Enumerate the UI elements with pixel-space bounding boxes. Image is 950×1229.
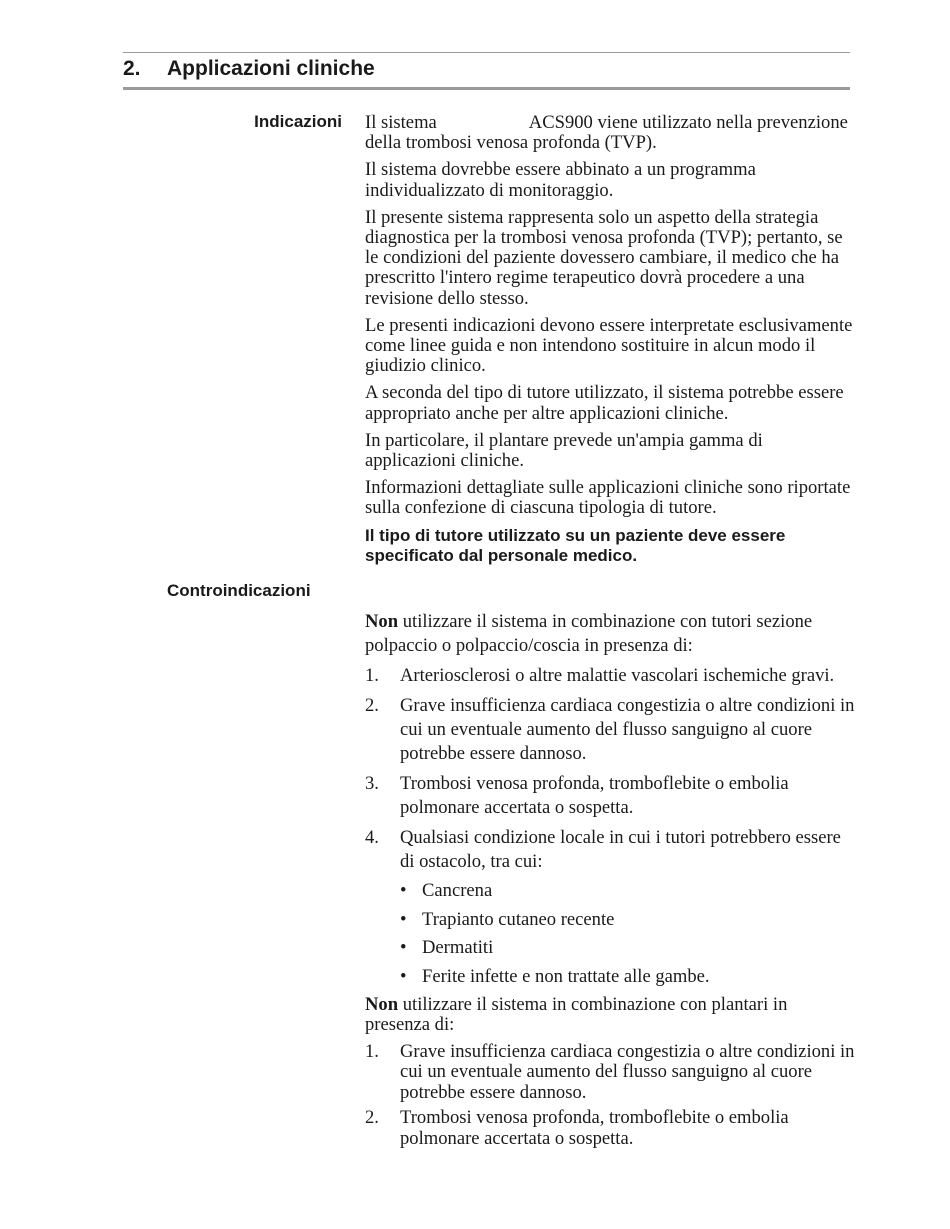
list-number: 1. xyxy=(365,665,379,686)
contraindications-intro xyxy=(365,995,855,1036)
list-item xyxy=(365,826,855,989)
header-rule-bottom xyxy=(123,87,850,90)
list-number: 4. xyxy=(365,827,379,848)
plantar-contraindications xyxy=(365,995,855,1150)
list-text: Grave insufficienza cardiaca congestizia o altre condizioni in cui un eventuale aumento del flusso sanguigno al cuore potrebbe essere dannoso. xyxy=(400,1040,855,1103)
bullet-text: Ferite infette e non trattate alle gambe. xyxy=(422,965,710,987)
bullet-item xyxy=(400,908,855,932)
indications-section xyxy=(365,113,855,573)
intro-text: utilizzare il sistema in combinazione con tutori sezione polpaccio o polpaccio/coscia in presenza di: xyxy=(365,611,813,656)
contraindications-intro xyxy=(365,610,855,658)
list-text: Arteriosclerosi o altre malattie vascolari ischemiche gravi. xyxy=(400,665,835,686)
chapter-number: 2. xyxy=(123,57,141,80)
list-item xyxy=(365,664,855,688)
emphasis-non: Non xyxy=(365,611,399,632)
list-number: 1. xyxy=(365,1040,379,1062)
paragraph-text-end: ACS900 viene utilizzato nella prevenzione della trombosi venosa profonda (TVP). xyxy=(365,112,848,154)
bullet-icon: • xyxy=(400,908,407,930)
list-number: 2. xyxy=(365,1107,379,1128)
indications-paragraph: In particolare, il plantare prevede un'ampia gamma di applicazioni cliniche. xyxy=(365,429,763,472)
bullet-text: Dermatiti xyxy=(422,937,494,958)
bullet-list xyxy=(400,879,855,989)
list-item xyxy=(365,772,855,820)
emphasis-non: Non xyxy=(365,993,399,1015)
indications-paragraph: Informazioni dettagliate sulle applicazioni cliniche sono riportate sulla confezione di ciascuna tipologia di tutore. xyxy=(365,477,851,519)
list-text: Trombosi venosa profonda, tromboflebite o embolia polmonare accertata o sospetta. xyxy=(400,773,789,818)
indications-paragraph: Le presenti indicazioni devono essere interpretate esclusivamente come linee guida e non intendono sostituire in alcun modo il giudizio clinico. xyxy=(365,314,853,377)
paragraph-text-start: Il sistema xyxy=(365,112,437,133)
header-rule-top xyxy=(123,52,850,53)
indications-warning: Il tipo di tutore utilizzato su un paziente deve essere specificato dal personale medico. xyxy=(365,525,786,565)
list-item xyxy=(365,1108,855,1149)
contraindications-list xyxy=(365,664,855,989)
chapter-title: Applicazioni cliniche xyxy=(167,57,375,80)
indications-paragraph: Il sistema dovrebbe essere abbinato a un programma individualizzato di monitoraggio. xyxy=(365,159,756,201)
bullet-icon: • xyxy=(400,880,407,901)
list-text: Trombosi venosa profonda, tromboflebite o embolia polmonare accertata o sospetta. xyxy=(400,1107,789,1149)
indications-label: Indicazioni xyxy=(254,112,342,131)
bullet-item xyxy=(400,936,855,960)
bullet-item xyxy=(400,879,855,903)
list-number: 2. xyxy=(365,695,379,716)
bullet-text: Trapianto cutaneo recente xyxy=(422,908,615,930)
list-item xyxy=(365,694,855,766)
list-number: 3. xyxy=(365,773,379,794)
indications-paragraph xyxy=(365,113,855,153)
chapter-heading xyxy=(123,56,375,82)
list-item xyxy=(365,1042,855,1104)
intro-text: utilizzare il sistema in combinazione con plantari in presenza di: xyxy=(365,993,788,1035)
bullet-text: Cancrena xyxy=(422,880,493,901)
bullet-icon: • xyxy=(400,937,407,958)
list-text: Qualsiasi condizione locale in cui i tutori potrebbero essere di ostacolo, tra cui: xyxy=(400,827,841,872)
indications-paragraph: Il presente sistema rappresenta solo un aspetto della strategia diagnostica per la trombosi venosa profonda (TVP); pertanto, se le condizioni del paziente dovessero cambiare, il medico che ha prescritto l'intero regime terapeutico dovrà procedere a una revisione dello stesso. xyxy=(365,206,843,309)
bullet-item xyxy=(400,965,855,989)
contraindications-list xyxy=(365,1042,855,1150)
contraindications-label: Controindicazioni xyxy=(167,581,311,600)
list-text: Grave insufficienza cardiaca congestizia o altre condizioni in cui un eventuale aumento del flusso sanguigno al cuore potrebbe essere dannoso. xyxy=(400,695,855,764)
contraindications-section xyxy=(365,610,855,1154)
indications-paragraph: A seconda del tipo di tutore utilizzato, il sistema potrebbe essere appropriato anche per altre applicazioni cliniche. xyxy=(365,382,844,424)
bullet-icon: • xyxy=(400,965,407,987)
